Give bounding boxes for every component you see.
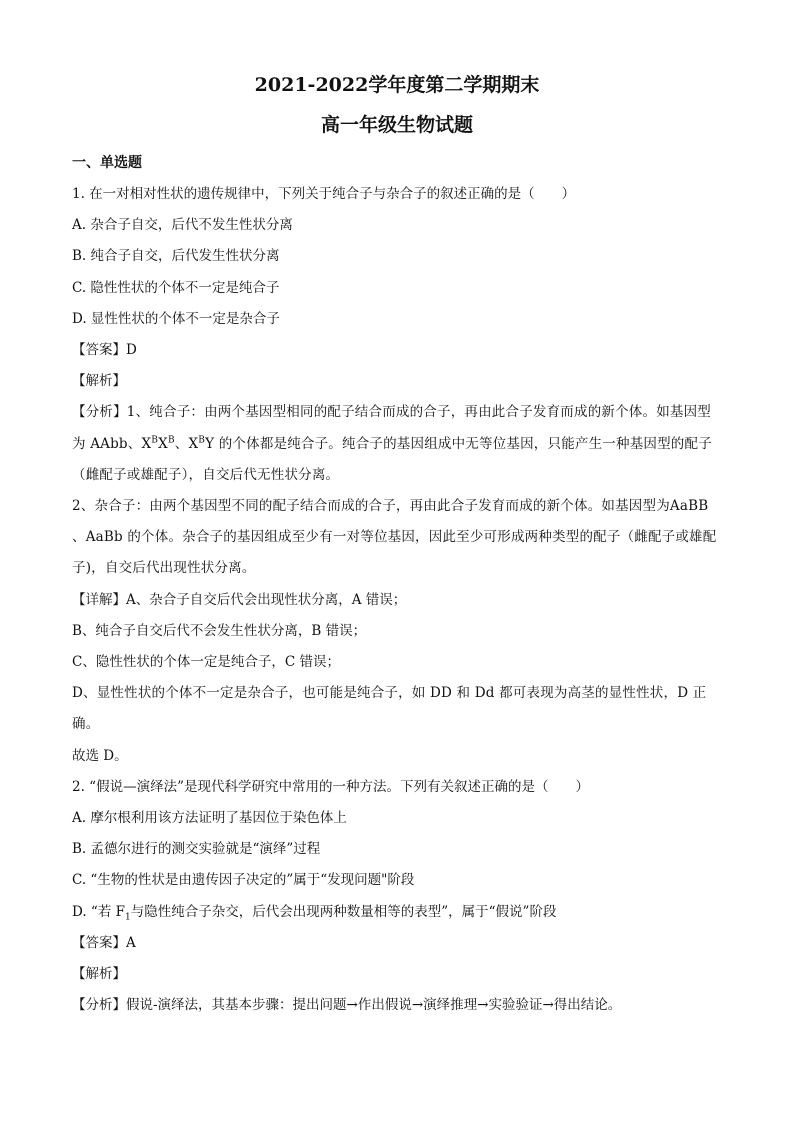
- q2-option-c: C. “生物的性状是由遗传因子决定的”属于“发现问题"阶段: [72, 872, 415, 889]
- q1-conclusion: 故选 D。: [72, 747, 128, 764]
- q2-analysis-label: 【解析】: [72, 966, 126, 983]
- q1-detail-c: C、隐性性状的个体一定是纯合子，C 错误；: [72, 654, 340, 671]
- q2-option-d: D. “若 $F_1$与隐性纯合子杂交，后代会出现两种数量相等的表型”，属于“假说”阶段: [72, 903, 557, 923]
- exam-title: 2021-2022学年度第二学期期末: [254, 74, 540, 96]
- q1-option-d: D. 显性性状的个体不一定是杂合子: [72, 310, 280, 327]
- q1-answer: 【答案】D: [72, 342, 137, 359]
- q1-analysis-label: 【解析】: [72, 373, 126, 390]
- q1-stem: 1. 在一对相对性状的遗传规律中，下列关于纯合子与杂合子的叙述正确的是（ ）: [72, 186, 576, 202]
- exam-subtitle: 高一年级生物试题: [320, 114, 473, 136]
- document-page: [72, 70, 722, 1021]
- section-heading: 一、单选题: [72, 155, 142, 171]
- q1-detail-a: 【详解】A、杂合子自交后代会出现性状分离，A 错误；: [72, 591, 407, 608]
- q2-answer: 【答案】A: [72, 934, 136, 951]
- q1-option-b: B. 纯合子自交，后代发生性状分离: [72, 248, 280, 265]
- q2-option-a: A. 摩尔根利用该方法证明了基因位于染色体上: [72, 810, 347, 827]
- q1-analysis-1: 【分析】1、纯合子：由两个基因型相同的配子结合而成的合子，再由此合子发育而成的新个体。如基因型为 AAbb、$X^BX^B$、$X^BY$ 的个体都是纯合子。纯合子的基因组成中无等位基因，只能产生一种基因型的配子（雌配子或雄配子），自交后代无性状分离。: [72, 404, 712, 483]
- q1-analysis-2: 2、杂合子：由两个基因型不同的配子结合而成的合子，再由此合子发育而成的新个体。如基因型为AaBB 、AaBb 的个体。杂合子的基因组成至少有一对等位基因，因此至少可形成两种类型的配子（雌配子或雄配子)，自交后代出现性状分离。: [72, 498, 717, 577]
- q2-analysis: 【分析】假说-演绎法，其基本步骤：提出问题→作出假说→演绎推理→实验验证→得出结论。: [72, 997, 622, 1014]
- q2-stem: 2. “假说—演绎法”是现代科学研究中常用的一种方法。下列有关叙述正确的是（ ）: [72, 778, 589, 795]
- q1-detail-b: B、纯合子自交后代不会发生性状分离，B 错误；: [72, 622, 367, 639]
- q2-option-b: B. 孟德尔进行的测交实验就是“演绎”过程: [72, 841, 321, 858]
- q1-detail-d: D、显性性状的个体不一定是杂合子，也可能是纯合子，如 DD 和 Dd 都可表现为高茎的显性性状，D 正确。: [72, 685, 707, 733]
- q1-option-c: C. 隐性性状的个体不一定是纯合子: [72, 279, 280, 296]
- q1-option-a: A. 杂合子自交，后代不发生性状分离: [72, 217, 293, 234]
